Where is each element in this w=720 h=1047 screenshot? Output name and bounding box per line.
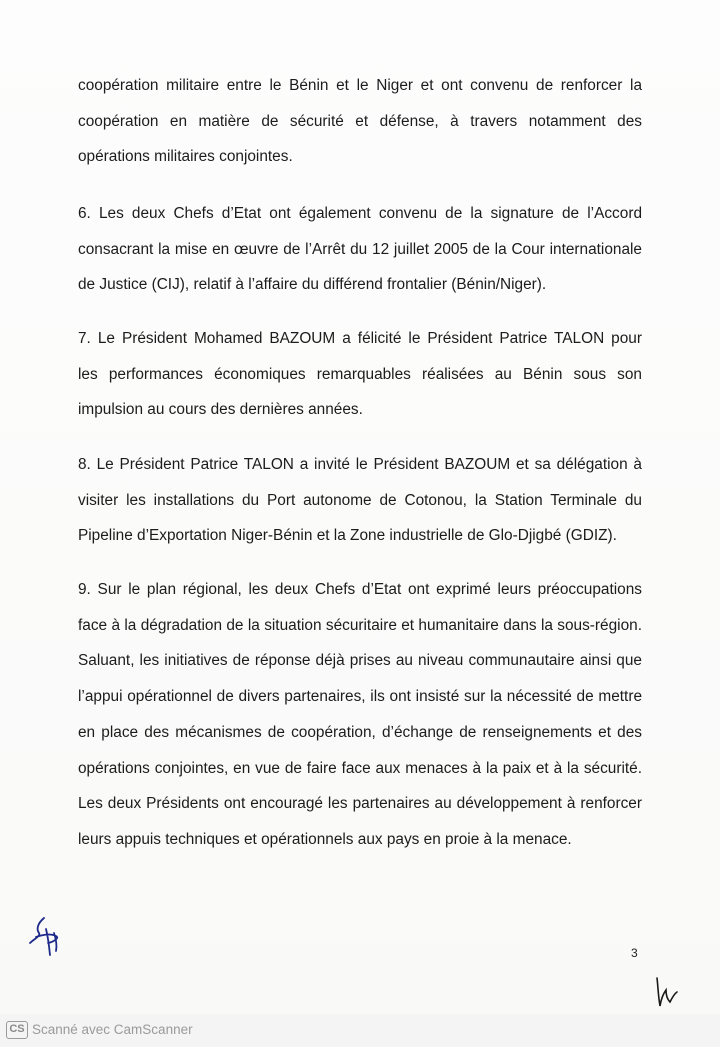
text-line: face à la dégradation de la situation sécuritaire et humanitaire dans la sous-région. (78, 616, 642, 634)
paragraph-7 (78, 321, 642, 428)
text-line: impulsion au cours des dernières années. (78, 401, 363, 419)
text-line: l’appui opérationnel de divers partenaires, ils ont insisté sur la nécessité de mettre (78, 688, 642, 706)
text-line: de Justice (CIJ), relatif à l’affaire du différend frontalier (Bénin/Niger). (78, 276, 547, 294)
page-number: 3 (631, 946, 638, 960)
initials-signature-right (650, 972, 682, 1012)
text-line: coopération en matière de sécurité et défense, à travers notamment des (78, 112, 642, 130)
camscanner-watermark-text: Scanné avec CamScanner (32, 1022, 193, 1037)
text-line: les performances économiques remarquables réalisées au Bénin sous son (78, 365, 642, 383)
camscanner-logo: CS (6, 1021, 28, 1039)
text-line: Saluant, les initiatives de réponse déjà prises au niveau communautaire ainsi que (78, 652, 642, 670)
initials-signature-left (26, 915, 66, 957)
text-line: Les deux Présidents ont encouragé les partenaires au développement à renforcer (78, 795, 642, 813)
text-line: consacrant la mise en œuvre de l’Arrêt du 12 juillet 2005 de la Cour internationale (78, 240, 642, 258)
text-line: visiter les installations du Port autonome de Cotonou, la Station Terminale du (78, 491, 642, 509)
text-line: 8. Le Président Patrice TALON a invité le Président BAZOUM et sa délégation à (78, 456, 642, 473)
text-line: leurs appuis techniques et opérationnels aux pays en proie à la menace. (78, 830, 572, 848)
text-line: Pipeline d’Exportation Niger-Bénin et la Zone industrielle de Glo-Djigbé (GDIZ). (78, 527, 617, 545)
paragraph-intro (78, 68, 642, 175)
paragraph-6 (78, 196, 642, 303)
text-line: en place des mécanismes de coopération, d’échange de renseignements et des (78, 723, 642, 741)
text-line: opérations militaires conjointes. (78, 148, 293, 166)
text-line: opérations conjointes, en vue de faire face aux menaces à la paix et à la sécurité. (78, 759, 642, 777)
text-line: 7. Le Président Mohamed BAZOUM a félicité le Président Patrice TALON pour (78, 330, 642, 347)
text-line: 9. Sur le plan régional, les deux Chefs d’Etat ont exprimé leurs préoccupations (78, 581, 642, 598)
text-line: coopération militaire entre le Bénin et le Niger et ont convenu de renforcer la (78, 77, 642, 94)
paragraph-9 (78, 572, 642, 858)
text-line: 6. Les deux Chefs d’Etat ont également convenu de la signature de l’Accord (78, 205, 642, 222)
paragraph-8 (78, 447, 642, 554)
